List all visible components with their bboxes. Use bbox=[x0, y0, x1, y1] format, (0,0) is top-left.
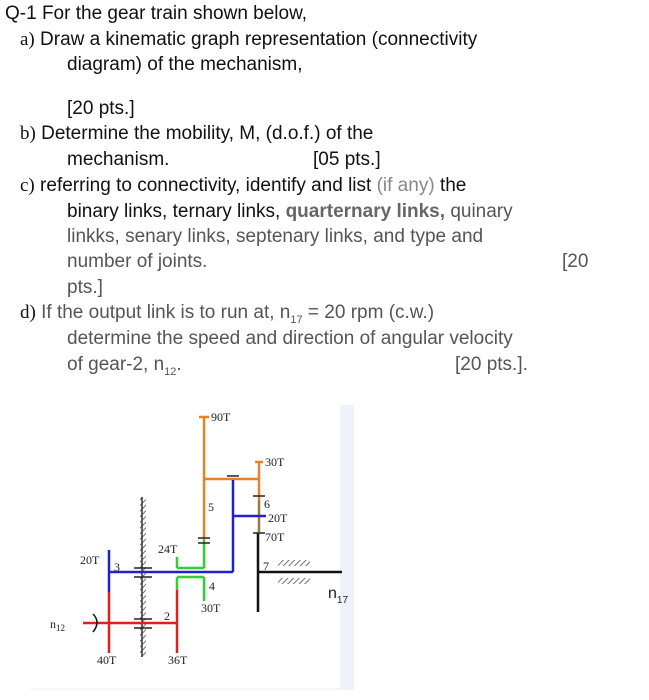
part-d-text: If the output link is to run at, n bbox=[41, 302, 291, 323]
label-link-2: 2 bbox=[164, 609, 170, 623]
n17-sub: 17 bbox=[336, 595, 349, 606]
part-c-points-a: [20 bbox=[562, 251, 589, 272]
part-a-text-2: diagram) of the mechanism, bbox=[67, 54, 303, 75]
part-c-text-3: linkks, senary links, septenary links, and type and bbox=[67, 226, 484, 247]
part-c-points-b: pts.] bbox=[67, 277, 103, 298]
part-b-text: Determine the mobility, M, (d.o.f.) of the bbox=[41, 123, 374, 144]
n12-sub: 12 bbox=[56, 623, 65, 633]
link-5-orange bbox=[199, 417, 263, 540]
part-d-sub: 17 bbox=[290, 313, 303, 326]
label-n12 bbox=[50, 617, 65, 633]
label-90T: 90T bbox=[211, 410, 231, 424]
part-d-label: d) bbox=[20, 302, 36, 323]
ground-bearing-bottom bbox=[278, 578, 310, 584]
ground-bearing-top bbox=[278, 560, 310, 566]
label-40T: 40T bbox=[97, 653, 117, 667]
part-b-label: b) bbox=[20, 123, 36, 144]
label-36T: 36T bbox=[168, 653, 188, 667]
part-d-text-b: = 20 rpm (c.w.) bbox=[302, 302, 435, 323]
part-c-quinary: quinary bbox=[450, 201, 513, 222]
part-c-quarternary: quarternary links, bbox=[285, 201, 446, 222]
label-24T: 24T bbox=[158, 542, 178, 556]
link-4-green bbox=[177, 540, 204, 601]
part-c-if-any: (if any) bbox=[376, 175, 435, 196]
label-link-4: 4 bbox=[209, 579, 215, 593]
label-20T-left: 20T bbox=[80, 553, 100, 567]
part-b-text-2: mechanism. bbox=[67, 149, 170, 170]
label-70T: 70T bbox=[265, 530, 285, 544]
label-20T-right: 20T bbox=[268, 511, 288, 525]
part-c-label: c) bbox=[20, 175, 35, 196]
label-link-6: 6 bbox=[264, 497, 270, 511]
part-d-sub-2: 12 bbox=[164, 365, 177, 378]
part-d-text-3: of gear-2, n bbox=[67, 354, 165, 375]
part-a-text: Draw a kinematic graph representation (connectivity bbox=[40, 29, 478, 50]
n12-n: n bbox=[50, 617, 56, 631]
part-d-points: [20 pts.]. bbox=[455, 354, 528, 375]
background-strip bbox=[340, 405, 354, 690]
label-30T-bottom: 30T bbox=[201, 601, 221, 615]
part-a-points: [20 pts.] bbox=[67, 98, 135, 119]
link-3-blue bbox=[109, 480, 266, 592]
part-d-period: . bbox=[176, 354, 182, 375]
part-c-text-2a: binary links, ternary links, bbox=[67, 201, 281, 222]
n17-n: n bbox=[328, 585, 337, 602]
part-d-text-2: determine the speed and direction of angular velocity bbox=[67, 328, 513, 349]
question-title: Q-1 For the gear train shown below, bbox=[5, 3, 308, 24]
part-a-label: a) bbox=[20, 29, 35, 50]
label-link-5: 5 bbox=[208, 500, 214, 514]
label-link-7: 7 bbox=[263, 559, 269, 573]
label-link-3: 3 bbox=[114, 560, 120, 574]
part-c-text: referring to connectivity, identify and list bbox=[40, 175, 372, 196]
bearings bbox=[134, 476, 265, 628]
part-b-points: [05 pts.] bbox=[313, 149, 381, 170]
part-c-the: the bbox=[439, 175, 467, 196]
label-30T-top: 30T bbox=[265, 455, 285, 469]
part-c-text-4: number of joints. bbox=[67, 251, 208, 272]
